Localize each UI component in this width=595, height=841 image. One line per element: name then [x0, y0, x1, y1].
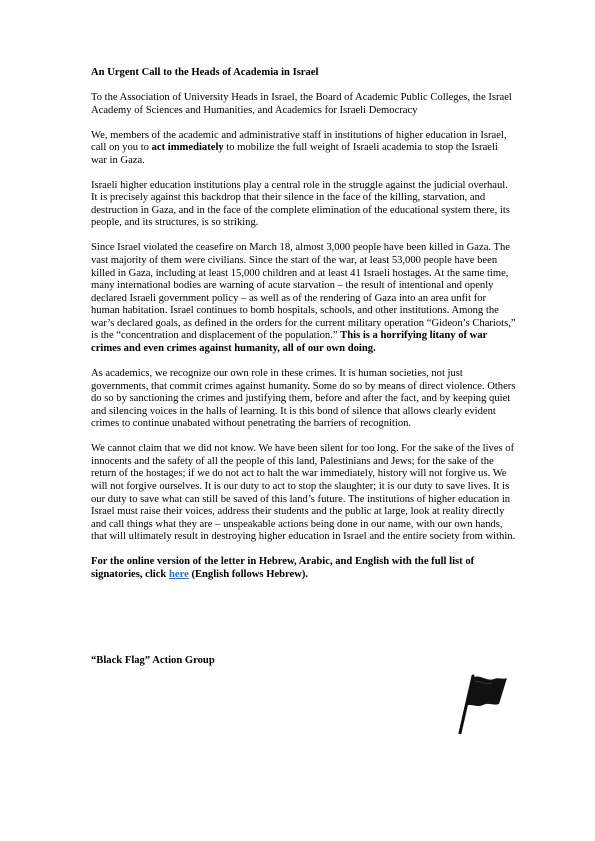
online-version-paragraph: [91, 556, 516, 581]
duty-paragraph: We cannot claim that we did not know. We have been silent for too long. For the sake of the lives of innocents and the safety of all the people of this land, Palestinians and Jews; for the sake of the return of the hostages; if we do not act to halt the war immediately, history will not forgive us. We will not forgive ourselves. It is our duty to act to stop the slaughter; it is our duty to save lives. It is our duty to save what can still be saved of this land’s future. The institutions of higher education in Israel must raise their voices, address their students and the public at large, look at reality directly and call things what they are – unspeakable actions being done in our name, with our own hands, that will ultimately result in destroying higher education in Israel and the entire society from within.: [91, 443, 516, 543]
casualties-emphasis: This is a horrifying litany of war crimes and even crimes against humanity, all of our own doing.: [91, 330, 488, 355]
letter-body: [91, 67, 516, 594]
black-flag-icon: [456, 674, 508, 734]
letter-title: An Urgent Call to the Heads of Academia in Israel: [91, 67, 319, 78]
online-text-start: For the online version of the letter in Hebrew, Arabic, and English with the full list of signatories, click: [91, 556, 475, 580]
call-paragraph: [91, 130, 516, 168]
context-paragraph: Israeli higher education institutions play a central role in the struggle against the judicial overhaul. It is precisely against this backdrop that their silence in the face of the killing, starvation, and destruction in Gaza, and in the face of the complete elimination of the educational system there, its people, and its structures, is so striking.: [91, 179, 510, 229]
signature: “Black Flag” Action Group: [91, 655, 215, 666]
addressee-paragraph: To the Association of University Heads in Israel, the Board of Academic Public Colleges, the Israel Academy of Sciences and Humanities, and Academics for Israeli Democracy: [91, 92, 512, 116]
casualties-text: Since Israel violated the ceasefire on March 18, almost 3,000 people have been killed in Gaza. The vast majority of them were civilians. Since the start of the war, at least 53,000 people have been killed in Gaza, including at least 15,000 children and at least 41 Israeli hostages. At the same time, many international bodies are warning of acute starvation – the result of intentional and openly declared Israeli government policy – as well as of the rendering of Gaza into an area unfit for human habitation. Israel continues to bomb hospitals, schools, and other institutions. Among the war’s declared goals, as defined in the orders for the current military operation “Gideon’s Chariots,” is the “concentration and displacement of the population.”: [91, 242, 516, 342]
here-link[interactable]: here: [168, 568, 189, 580]
call-text-start: We, members of the academic and administrative staff in institutions of higher education in Israel, call on you to: [91, 129, 507, 154]
casualties-paragraph: [91, 242, 516, 355]
call-text-end: to mobilize the full weight of Israeli academia to stop the Israeli war in Gaza.: [91, 142, 498, 166]
call-emphasis: act immediately: [151, 142, 224, 154]
responsibility-paragraph: As academics, we recognize our own role in these crimes. It is human societies, not just governments, that commit crimes against humanity. Some do so by means of direct violence. Others do so by sanctioning the crimes and justifying them, before and after the fact, and by keeping quiet and silencing voices in the halls of learning. It is this bond of silence that allows clearly evident crimes to continue unabated without penetrating the barriers of recognition.: [91, 367, 516, 430]
online-text-end: (English follows Hebrew).: [188, 568, 309, 580]
